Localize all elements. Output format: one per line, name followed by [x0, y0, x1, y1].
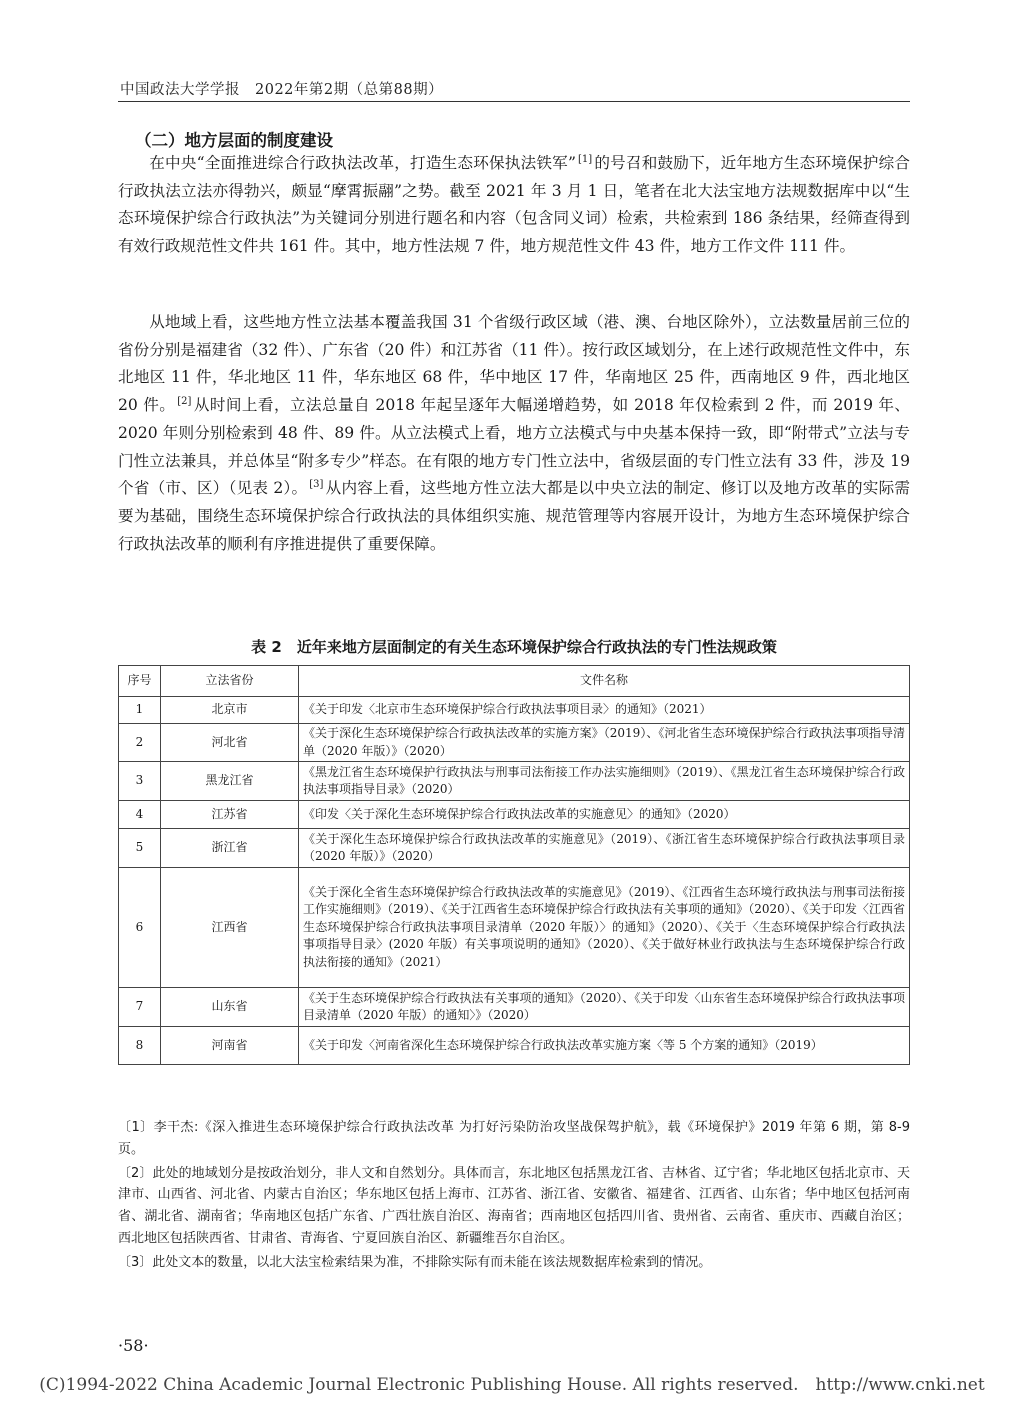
copyright-notice: (C)1994-2022 China Academic Journal Electronic Publishing House. All rights reserved. http://www.cnki.net — [39, 1375, 985, 1395]
column-header-number: 序号 — [119, 666, 161, 697]
row-number: 1 — [119, 697, 161, 724]
footnote-ref-2[interactable]: [2] — [177, 396, 192, 408]
footnote-3: 〔3〕此处文本的数量，以北大法宝检索结果为准，不排除实际有而未能在该法规数据库检索到的情况。 — [118, 1254, 712, 1270]
row-documents: 《关于印发〈河南省深化生态环境保护综合行政执法改革实施方案〈等 5 个方案的通知》（2019） — [299, 1027, 910, 1065]
regulation-table — [118, 665, 910, 1065]
table-row — [119, 1027, 910, 1065]
row-number: 4 — [119, 801, 161, 829]
table-row — [119, 868, 910, 988]
paragraph-2 — [118, 309, 910, 558]
column-header-province: 立法省份 — [161, 666, 299, 697]
row-documents: 《关于深化全省生态环境保护综合行政执法改革的实施意见》（2019）、《江西省生态环境行政执法与刑事司法衔接工作实施细则》（2019）、《关于江西省生态环境保护综合行政执法有关事项的通知》（2020）、《关于印发〈江西省生态环境保护综合行政执法事项目录清单（2020 年版）〉的通知》（2020）、《关于〈生态环境保护综合行政执法事项指导目录〉(2020 年版）有关事项说明的通知》（2020）、《关于做好林业行政执法与生态环境保护综合行政执法衔接的通知》（2021） — [299, 868, 910, 988]
row-number: 8 — [119, 1027, 161, 1065]
table-caption: 表 2 近年来地方层面制定的有关生态环境保护综合行政执法的专门性法规政策 — [251, 638, 777, 656]
paragraph-2-part-a: 从地域上看，这些地方性立法基本覆盖我国 31 个省级行政区域（港、澳、台地区除外），立法数量居前三位的省份分别是福建省（32 件）、广东省（20 件）和江苏省（11 件）。按行政区域划分，在上述行政规范性文件中，东北地区 11 件，华北地区 11 件，华东地区 68 件，华中地区 17 件，华南地区 25 件，西南地区 9 件，西北地区 20 件。 — [118, 313, 910, 415]
paragraph-2-part-b: 从时间上看，立法总量自 2018 年起呈逐年大幅递增趋势，如 2018 年仅检索到 2 件，而 2019 年、2020 年则分别检索到 48 件、89 件。从立法模式上看，地方立法模式与中央基本保持一致，即“附带式”立法与专门性立法兼具，并总体呈“附多专少”样态。在有限的地方专门性立法中，省级层面的专门性立法有 33 件，涉及 19 个省（市、区）（见表 2）。 — [118, 396, 910, 498]
row-number: 5 — [119, 829, 161, 868]
footnote-2: 〔2〕此处的地域划分是按政治划分，非人文和自然划分。具体而言，东北地区包括黑龙江省、吉林省、辽宁省；华北地区包括北京市、天津市、山西省、河北省、内蒙古自治区；华东地区包括上海市、江苏省、浙江省、安徽省、福建省、江西省、山东省；华中地区包括河南省、湖北省、湖南省；华南地区包括广东省、广西壮族自治区、海南省；西南地区包括四川省、贵州省、云南省、重庆市、西藏自治区；西北地区包括陕西省、甘肃省、青海省、宁夏回族自治区、新疆维吾尔自治区。 — [118, 1165, 910, 1246]
running-header: 中国政法大学学报 2022年第2期（总第88期） — [120, 82, 444, 98]
table-row — [119, 829, 910, 868]
footnote-1: 〔1〕李干杰:《深入推进生态环境保护综合行政执法改革 为打好污染防治攻坚战保驾护航》，载《环境保护》2019 年第 6 期，第 8-9 页。 — [118, 1120, 910, 1157]
footnotes — [118, 1117, 910, 1276]
header-rule — [118, 101, 910, 102]
section-heading: （二）地方层面的制度建设 — [135, 131, 333, 150]
paragraph-1-part-a: 在中央“全面推进综合行政执法改革，打造生态环保执法铁军” — [149, 154, 576, 172]
row-number: 7 — [119, 988, 161, 1027]
row-province: 江苏省 — [161, 801, 299, 829]
table-row — [119, 762, 910, 801]
row-province: 河北省 — [161, 724, 299, 762]
row-documents: 《印发〈关于深化生态环境保护综合行政执法改革的实施意见〉的通知》（2020） — [299, 801, 910, 829]
paragraph-1-part-b: 的号召和鼓励下，近年地方生态环境保护综合行政执法立法亦得勃兴，颇显“摩霄振翮”之势。截至 2021 年 3 月 1 日，笔者在北大法宝地方法规数据库中以“生态环境保护综合行政执法”为关键词分别进行题名和内容（包含同义词）检索，共检索到 186 条结果，经筛查得到有效行政规范性文件共 161 件。其中，地方性法规 7 件，地方规范性文件 43 件，地方工作文件 111 件。 — [118, 154, 910, 256]
row-province: 北京市 — [161, 697, 299, 724]
footnote-ref-3[interactable]: [3] — [309, 479, 324, 491]
row-province: 黑龙江省 — [161, 762, 299, 801]
paragraph-2-part-c: 从内容上看，这些地方性立法大都是以中央立法的制定、修订以及地方改革的实际需要为基础，围绕生态环境保护综合行政执法的具体组织实施、规范管理等内容展开设计，为地方生态环境保护综合行政执法改革的顺利有序推进提供了重要保障。 — [118, 479, 910, 553]
table-row — [119, 697, 910, 724]
row-documents: 《关于生态环境保护综合行政执法有关事项的通知》（2020）、《关于印发〈山东省生态环境保护综合行政执法事项目录清单（2020 年版）的通知〉》（2020） — [299, 988, 910, 1027]
row-province: 浙江省 — [161, 829, 299, 868]
table-row — [119, 801, 910, 829]
table-row — [119, 724, 910, 762]
row-documents: 《关于深化生态环境保护综合行政执法改革的实施方案》（2019）、《河北省生态环境保护综合行政执法事项指导清单（2020 年版）》（2020） — [299, 724, 910, 762]
column-header-document: 文件名称 — [299, 666, 910, 697]
footnote-ref-1[interactable]: [1] — [577, 154, 593, 165]
row-province: 江西省 — [161, 868, 299, 988]
row-province: 山东省 — [161, 988, 299, 1027]
row-documents: 《关于深化生态环境保护综合行政执法改革的实施意见》（2019）、《浙江省生态环境保护综合行政执法事项目录（2020 年版）》（2020） — [299, 829, 910, 868]
table-row — [119, 988, 910, 1027]
row-documents: 《关于印发〈北京市生态环境保护综合行政执法事项目录〉的通知》（2021） — [299, 697, 910, 724]
page-number: ·58· — [118, 1336, 149, 1355]
row-documents: 《黑龙江省生态环境保护行政执法与刑事司法衔接工作办法实施细则》（2019）、《黑龙江省生态环境保护综合行政执法事项指导目录》（2020） — [299, 762, 910, 801]
paragraph-1 — [118, 150, 910, 261]
row-number: 2 — [119, 724, 161, 762]
table-header-row — [119, 666, 910, 697]
row-number: 6 — [119, 868, 161, 988]
row-number: 3 — [119, 762, 161, 801]
row-province: 河南省 — [161, 1027, 299, 1065]
